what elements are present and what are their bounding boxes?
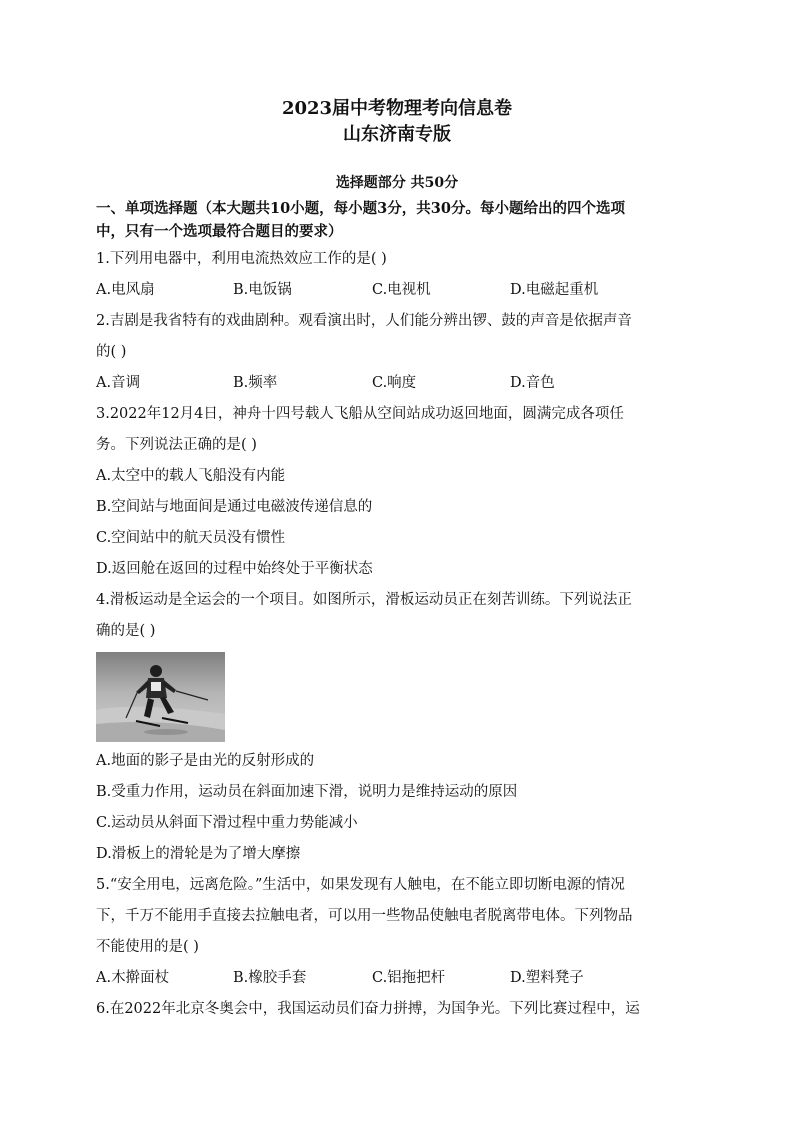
question-2-option-c: C.响度 xyxy=(372,375,417,391)
section-instructions-line1: 一、单项选择题（本大题共10小题，每小题3分，共30分。每小题给出的四个选项 xyxy=(96,200,625,217)
question-2-stem-line2: 的( ) xyxy=(96,344,127,360)
question-4-option-a: A.地面的影子是由光的反射形成的 xyxy=(96,753,315,769)
question-4-option-d: D.滑板上的滑轮是为了增大摩擦 xyxy=(96,846,301,862)
question-5-stem-line3: 不能使用的是( ) xyxy=(96,939,199,955)
question-6-stem-line1: 6.在2022年北京冬奥会中，我国运动员们奋力拼搏，为国争光。下列比赛过程中，运 xyxy=(96,1001,640,1017)
question-3-stem-line1: 3.2022年12月4日，神舟十四号载人飞船从空间站成功返回地面，圆满完成各项任 xyxy=(96,406,624,422)
part-heading: 选择题部分 共50分 xyxy=(335,175,459,191)
question-2-option-a: A.音调 xyxy=(96,375,141,391)
question-5-option-b: B.橡胶手套 xyxy=(233,970,307,986)
question-3-stem-line2: 务。下列说法正确的是( ) xyxy=(96,437,257,453)
question-5-stem-line2: 下，千万不能用手直接去拉触电者，可以用一些物品使触电者脱离带电体。下列物品 xyxy=(96,908,633,924)
exam-title: 2023届中考物理考向信息卷 xyxy=(281,98,513,119)
question-4-stem-line2: 确的是( ) xyxy=(96,623,156,639)
question-1-stem: 1.下列用电器中，利用电流热效应工作的是( ) xyxy=(96,251,387,267)
question-2-option-d: D.音色 xyxy=(510,375,555,391)
question-1-option-d: D.电磁起重机 xyxy=(510,282,599,298)
section-instructions-line2: 中，只有一个选项最符合题目的要求） xyxy=(96,223,343,240)
question-2-stem-line1: 2.吉剧是我省特有的戏曲剧种。观看演出时，人们能分辨出锣、鼓的声音是依据声音 xyxy=(96,313,632,329)
question-5-option-c: C.铝拖把杆 xyxy=(372,970,446,986)
question-3-option-b: B.空间站与地面间是通过电磁波传递信息的 xyxy=(96,499,373,515)
skier-photo xyxy=(96,652,225,742)
question-4-option-b: B.受重力作用，运动员在斜面加速下滑，说明力是维持运动的原因 xyxy=(96,784,518,800)
question-5-stem-line1: 5.“安全用电，远离危险。”生活中，如果发现有人触电，在不能立即切断电源的情况 xyxy=(96,877,625,893)
question-1-option-a: A.电风扇 xyxy=(96,282,155,298)
skier-illustration xyxy=(96,652,225,742)
exam-subtitle: 山东济南专版 xyxy=(343,124,451,145)
question-3-option-c: C.空间站中的航天员没有惯性 xyxy=(96,530,286,546)
question-5-option-a: A.木擀面杖 xyxy=(96,970,170,986)
question-2-option-b: B.频率 xyxy=(233,375,278,391)
question-3-option-a: A.太空中的载人飞船没有内能 xyxy=(96,468,286,484)
question-3-option-d: D.返回舱在返回的过程中始终处于平衡状态 xyxy=(96,561,373,577)
question-1-option-b: B.电饭锅 xyxy=(233,282,292,298)
question-4-option-c: C.运动员从斜面下滑过程中重力势能减小 xyxy=(96,815,358,831)
question-1-option-c: C.电视机 xyxy=(372,282,431,298)
question-5-option-d: D.塑料凳子 xyxy=(510,970,584,986)
question-4-stem-line1: 4.滑板运动是全运会的一个项目。如图所示，滑板运动员正在刻苦训练。下列说法正 xyxy=(96,592,632,608)
